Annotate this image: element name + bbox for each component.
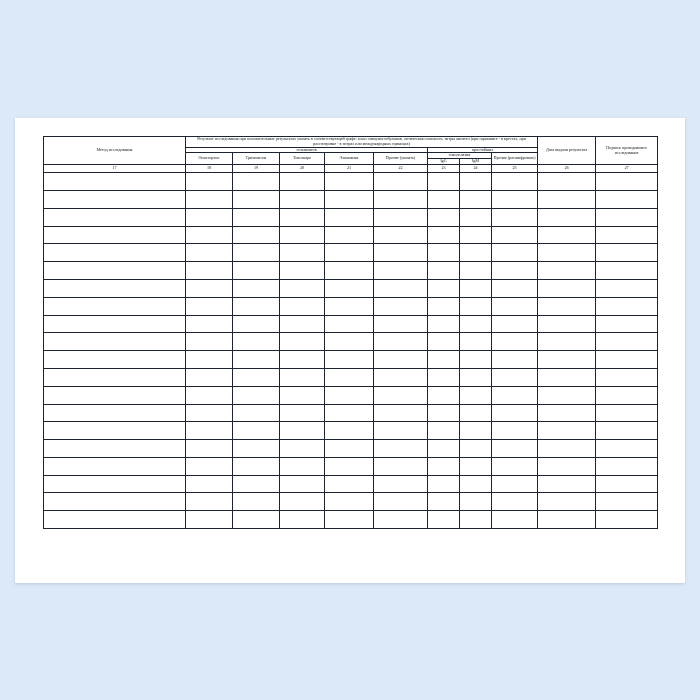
register-table xyxy=(43,136,658,529)
header-helminths: гельминтов xyxy=(186,147,428,153)
table-cell[interactable] xyxy=(325,226,374,244)
table-cell[interactable] xyxy=(428,457,460,475)
table-cell[interactable] xyxy=(374,351,428,369)
table-cell[interactable] xyxy=(460,422,492,440)
table-cell[interactable] xyxy=(233,422,280,440)
table-cell[interactable] xyxy=(460,351,492,369)
table-cell[interactable] xyxy=(460,457,492,475)
table-cell[interactable] xyxy=(325,190,374,208)
table-cell[interactable] xyxy=(374,511,428,529)
table-cell[interactable] xyxy=(428,279,460,297)
table-cell[interactable] xyxy=(280,386,325,404)
table-cell[interactable] xyxy=(596,386,658,404)
table-cell[interactable] xyxy=(374,493,428,511)
table-cell[interactable] xyxy=(325,386,374,404)
header-result-group: Результат исследования при положительных результатах указать в соответствующей графе: класс иммуноглобулинов, оптическая плотность, титры антител (при скрининге - в крестах, при расститровке - в титрах или международных единицах) xyxy=(186,137,538,148)
table-cell[interactable] xyxy=(492,440,538,458)
table-row[interactable] xyxy=(44,386,658,404)
table-cell[interactable] xyxy=(596,333,658,351)
table-cell[interactable] xyxy=(428,297,460,315)
table-cell[interactable] xyxy=(596,226,658,244)
header-toxoplasma: токсоплазма xyxy=(428,153,492,159)
table-cell[interactable] xyxy=(233,351,280,369)
table-cell[interactable] xyxy=(492,333,538,351)
header-row-1 xyxy=(44,137,658,148)
table-cell[interactable] xyxy=(428,315,460,333)
table-cell[interactable] xyxy=(460,244,492,262)
table-cell[interactable] xyxy=(186,368,233,386)
table-cell[interactable] xyxy=(460,368,492,386)
table-row[interactable] xyxy=(44,333,658,351)
table-cell[interactable] xyxy=(280,493,325,511)
table-cell[interactable] xyxy=(492,386,538,404)
table-cell[interactable] xyxy=(280,457,325,475)
table-cell[interactable] xyxy=(44,351,186,369)
table-cell[interactable] xyxy=(44,279,186,297)
table-cell[interactable] xyxy=(325,475,374,493)
table-cell[interactable] xyxy=(538,315,596,333)
colnum-23: 23 xyxy=(428,165,460,173)
table-cell[interactable] xyxy=(325,208,374,226)
table-cell[interactable] xyxy=(460,297,492,315)
table-cell[interactable] xyxy=(596,351,658,369)
table-cell[interactable] xyxy=(596,422,658,440)
table-cell[interactable] xyxy=(538,440,596,458)
table-cell[interactable] xyxy=(44,190,186,208)
table-cell[interactable] xyxy=(233,190,280,208)
colnum-20: 20 xyxy=(280,165,325,173)
table-cell[interactable] xyxy=(428,190,460,208)
table-cell[interactable] xyxy=(460,440,492,458)
table-cell[interactable] xyxy=(460,493,492,511)
table-cell[interactable] xyxy=(428,493,460,511)
table-cell[interactable] xyxy=(44,315,186,333)
table-cell[interactable] xyxy=(538,208,596,226)
table-cell[interactable] xyxy=(538,368,596,386)
table-cell[interactable] xyxy=(596,279,658,297)
table-cell[interactable] xyxy=(374,457,428,475)
table-cell[interactable] xyxy=(44,475,186,493)
table-cell[interactable] xyxy=(492,190,538,208)
table-cell[interactable] xyxy=(325,351,374,369)
table-cell[interactable] xyxy=(460,386,492,404)
table-cell[interactable] xyxy=(374,173,428,191)
table-cell[interactable] xyxy=(538,262,596,280)
table-row[interactable] xyxy=(44,422,658,440)
header-protozoa: простейших xyxy=(428,147,538,153)
table-row[interactable] xyxy=(44,351,658,369)
paper-sheet xyxy=(15,118,685,583)
table-cell[interactable] xyxy=(233,297,280,315)
table-cell[interactable] xyxy=(325,457,374,475)
table-cell[interactable] xyxy=(428,422,460,440)
table-cell[interactable] xyxy=(492,368,538,386)
table-cell[interactable] xyxy=(460,173,492,191)
table-cell[interactable] xyxy=(374,422,428,440)
table-cell[interactable] xyxy=(186,404,233,422)
table-cell[interactable] xyxy=(374,368,428,386)
table-cell[interactable] xyxy=(186,279,233,297)
table-cell[interactable] xyxy=(428,511,460,529)
table-cell[interactable] xyxy=(596,511,658,529)
table-cell[interactable] xyxy=(374,440,428,458)
table-cell[interactable] xyxy=(374,333,428,351)
table-cell[interactable] xyxy=(233,493,280,511)
table-cell[interactable] xyxy=(492,422,538,440)
table-cell[interactable] xyxy=(280,190,325,208)
table-cell[interactable] xyxy=(492,351,538,369)
table-cell[interactable] xyxy=(44,226,186,244)
table-cell[interactable] xyxy=(325,333,374,351)
table-cell[interactable] xyxy=(325,297,374,315)
table-cell[interactable] xyxy=(186,226,233,244)
table-cell[interactable] xyxy=(374,244,428,262)
data-rows-body xyxy=(44,173,658,529)
table-cell[interactable] xyxy=(325,511,374,529)
table-cell[interactable] xyxy=(428,262,460,280)
table-cell[interactable] xyxy=(280,404,325,422)
table-cell[interactable] xyxy=(233,475,280,493)
table-cell[interactable] xyxy=(492,226,538,244)
header-signature: Подпись проводившего исследование xyxy=(596,137,658,165)
table-cell[interactable] xyxy=(374,190,428,208)
table-cell[interactable] xyxy=(186,457,233,475)
table-cell[interactable] xyxy=(596,493,658,511)
table-cell[interactable] xyxy=(538,422,596,440)
table-cell[interactable] xyxy=(492,457,538,475)
table-cell[interactable] xyxy=(233,386,280,404)
table-cell[interactable] xyxy=(538,386,596,404)
table-cell[interactable] xyxy=(233,208,280,226)
table-cell[interactable] xyxy=(460,279,492,297)
table-cell[interactable] xyxy=(538,190,596,208)
table-cell[interactable] xyxy=(325,244,374,262)
table-cell[interactable] xyxy=(374,279,428,297)
table-cell[interactable] xyxy=(596,297,658,315)
header-opisthorchis: Описторхис xyxy=(186,153,233,165)
table-cell[interactable] xyxy=(492,262,538,280)
table-row[interactable] xyxy=(44,315,658,333)
table-cell[interactable] xyxy=(325,440,374,458)
table-row[interactable] xyxy=(44,368,658,386)
table-cell[interactable] xyxy=(428,386,460,404)
table-cell[interactable] xyxy=(325,173,374,191)
table-cell[interactable] xyxy=(538,351,596,369)
colnum-27: 27 xyxy=(596,165,658,173)
table-cell[interactable] xyxy=(44,208,186,226)
table-row[interactable] xyxy=(44,440,658,458)
table-cell[interactable] xyxy=(280,173,325,191)
table-row[interactable] xyxy=(44,226,658,244)
table-cell[interactable] xyxy=(596,315,658,333)
table-cell[interactable] xyxy=(428,226,460,244)
colnum-19: 19 xyxy=(233,165,280,173)
table-cell[interactable] xyxy=(596,440,658,458)
table-cell[interactable] xyxy=(374,208,428,226)
table-cell[interactable] xyxy=(492,475,538,493)
table-cell[interactable] xyxy=(460,404,492,422)
table-cell[interactable] xyxy=(233,279,280,297)
table-cell[interactable] xyxy=(44,368,186,386)
table-cell[interactable] xyxy=(538,173,596,191)
table-cell[interactable] xyxy=(44,386,186,404)
table-cell[interactable] xyxy=(280,279,325,297)
table-cell[interactable] xyxy=(460,262,492,280)
table-cell[interactable] xyxy=(428,208,460,226)
table-cell[interactable] xyxy=(280,297,325,315)
table-cell[interactable] xyxy=(325,315,374,333)
table-cell[interactable] xyxy=(280,351,325,369)
table-row[interactable] xyxy=(44,475,658,493)
table-cell[interactable] xyxy=(374,475,428,493)
table-cell[interactable] xyxy=(596,244,658,262)
table-cell[interactable] xyxy=(374,315,428,333)
table-cell[interactable] xyxy=(374,386,428,404)
table-cell[interactable] xyxy=(186,351,233,369)
table-cell[interactable] xyxy=(325,279,374,297)
colnum-21: 21 xyxy=(325,165,374,173)
table-cell[interactable] xyxy=(538,404,596,422)
table-cell[interactable] xyxy=(374,226,428,244)
table-cell[interactable] xyxy=(186,440,233,458)
table-cell[interactable] xyxy=(233,368,280,386)
table-cell[interactable] xyxy=(233,262,280,280)
table-cell[interactable] xyxy=(280,208,325,226)
colnum-22: 22 xyxy=(374,165,428,173)
table-cell[interactable] xyxy=(492,493,538,511)
table-cell[interactable] xyxy=(325,368,374,386)
table-cell[interactable] xyxy=(538,333,596,351)
table-cell[interactable] xyxy=(186,262,233,280)
table-cell[interactable] xyxy=(186,190,233,208)
table-cell[interactable] xyxy=(44,333,186,351)
table-row[interactable] xyxy=(44,279,658,297)
table-cell[interactable] xyxy=(233,333,280,351)
table-cell[interactable] xyxy=(596,190,658,208)
table-cell[interactable] xyxy=(596,262,658,280)
table-cell[interactable] xyxy=(325,404,374,422)
header-echinococcus: Эхинококк xyxy=(325,153,374,165)
table-cell[interactable] xyxy=(280,368,325,386)
table-cell[interactable] xyxy=(492,173,538,191)
table-cell[interactable] xyxy=(186,173,233,191)
table-cell[interactable] xyxy=(460,333,492,351)
table-cell[interactable] xyxy=(233,173,280,191)
table-cell[interactable] xyxy=(186,511,233,529)
table-cell[interactable] xyxy=(428,333,460,351)
table-cell[interactable] xyxy=(280,511,325,529)
register-table-area xyxy=(43,136,657,529)
table-cell[interactable] xyxy=(428,475,460,493)
table-cell[interactable] xyxy=(280,226,325,244)
table-row[interactable] xyxy=(44,404,658,422)
table-cell[interactable] xyxy=(44,262,186,280)
table-cell[interactable] xyxy=(186,244,233,262)
table-cell[interactable] xyxy=(280,244,325,262)
table-row[interactable] xyxy=(44,457,658,475)
table-cell[interactable] xyxy=(280,333,325,351)
table-cell[interactable] xyxy=(44,511,186,529)
table-cell[interactable] xyxy=(596,173,658,191)
header-protozoa-other: Прочие (расшифровать) xyxy=(492,153,538,165)
table-cell[interactable] xyxy=(280,475,325,493)
table-cell[interactable] xyxy=(233,315,280,333)
table-row[interactable] xyxy=(44,493,658,511)
table-cell[interactable] xyxy=(374,404,428,422)
table-cell[interactable] xyxy=(325,262,374,280)
table-row[interactable] xyxy=(44,208,658,226)
table-cell[interactable] xyxy=(233,440,280,458)
table-cell[interactable] xyxy=(538,297,596,315)
header-trichinella: Трихинелла xyxy=(233,153,280,165)
table-cell[interactable] xyxy=(538,493,596,511)
table-cell[interactable] xyxy=(428,244,460,262)
table-cell[interactable] xyxy=(538,475,596,493)
table-cell[interactable] xyxy=(44,404,186,422)
table-cell[interactable] xyxy=(44,297,186,315)
table-cell[interactable] xyxy=(596,404,658,422)
table-cell[interactable] xyxy=(492,315,538,333)
table-cell[interactable] xyxy=(538,457,596,475)
table-row[interactable] xyxy=(44,173,658,191)
table-cell[interactable] xyxy=(492,208,538,226)
table-cell[interactable] xyxy=(186,386,233,404)
table-cell[interactable] xyxy=(538,511,596,529)
table-cell[interactable] xyxy=(492,279,538,297)
table-cell[interactable] xyxy=(538,226,596,244)
table-cell[interactable] xyxy=(186,475,233,493)
table-cell[interactable] xyxy=(428,351,460,369)
table-cell[interactable] xyxy=(233,244,280,262)
table-cell[interactable] xyxy=(280,440,325,458)
header-igg: IgG xyxy=(428,159,460,165)
table-cell[interactable] xyxy=(280,315,325,333)
table-cell[interactable] xyxy=(596,457,658,475)
table-cell[interactable] xyxy=(428,440,460,458)
table-cell[interactable] xyxy=(596,208,658,226)
table-cell[interactable] xyxy=(233,404,280,422)
table-cell[interactable] xyxy=(44,457,186,475)
table-cell[interactable] xyxy=(492,297,538,315)
header-igm: IgM xyxy=(460,159,492,165)
table-cell[interactable] xyxy=(428,173,460,191)
table-cell[interactable] xyxy=(233,511,280,529)
table-row[interactable] xyxy=(44,262,658,280)
table-cell[interactable] xyxy=(325,493,374,511)
table-cell[interactable] xyxy=(186,422,233,440)
table-row[interactable] xyxy=(44,244,658,262)
table-cell[interactable] xyxy=(44,422,186,440)
table-cell[interactable] xyxy=(186,333,233,351)
table-cell[interactable] xyxy=(538,244,596,262)
header-date: Дата выдачи результата xyxy=(538,137,596,165)
colnum-18: 18 xyxy=(186,165,233,173)
table-cell[interactable] xyxy=(374,262,428,280)
table-cell[interactable] xyxy=(492,244,538,262)
table-row[interactable] xyxy=(44,190,658,208)
colnum-24: 24 xyxy=(460,165,492,173)
table-cell[interactable] xyxy=(492,404,538,422)
colnum-26: 26 xyxy=(538,165,596,173)
table-cell[interactable] xyxy=(325,422,374,440)
table-cell[interactable] xyxy=(44,173,186,191)
header-method: Метод исследования xyxy=(44,137,186,165)
column-number-row xyxy=(44,165,658,173)
table-cell[interactable] xyxy=(44,440,186,458)
header-helminths-other: Прочие (указать) xyxy=(374,153,428,165)
table-cell[interactable] xyxy=(233,226,280,244)
table-cell[interactable] xyxy=(374,297,428,315)
header-toxocara: Токсокара xyxy=(280,153,325,165)
table-cell[interactable] xyxy=(596,368,658,386)
table-cell[interactable] xyxy=(538,279,596,297)
table-cell[interactable] xyxy=(280,422,325,440)
table-cell[interactable] xyxy=(44,493,186,511)
table-row[interactable] xyxy=(44,511,658,529)
table-cell[interactable] xyxy=(428,404,460,422)
table-cell[interactable] xyxy=(280,262,325,280)
table-cell[interactable] xyxy=(428,368,460,386)
table-cell[interactable] xyxy=(186,208,233,226)
colnum-25: 25 xyxy=(492,165,538,173)
table-cell[interactable] xyxy=(460,208,492,226)
table-cell[interactable] xyxy=(186,315,233,333)
table-row[interactable] xyxy=(44,297,658,315)
table-cell[interactable] xyxy=(233,457,280,475)
table-cell[interactable] xyxy=(460,315,492,333)
table-cell[interactable] xyxy=(460,475,492,493)
table-cell[interactable] xyxy=(44,244,186,262)
table-cell[interactable] xyxy=(460,190,492,208)
table-cell[interactable] xyxy=(596,475,658,493)
colnum-17: 17 xyxy=(44,165,186,173)
table-cell[interactable] xyxy=(186,297,233,315)
table-cell[interactable] xyxy=(460,511,492,529)
table-cell[interactable] xyxy=(186,493,233,511)
table-cell[interactable] xyxy=(460,226,492,244)
table-cell[interactable] xyxy=(492,511,538,529)
